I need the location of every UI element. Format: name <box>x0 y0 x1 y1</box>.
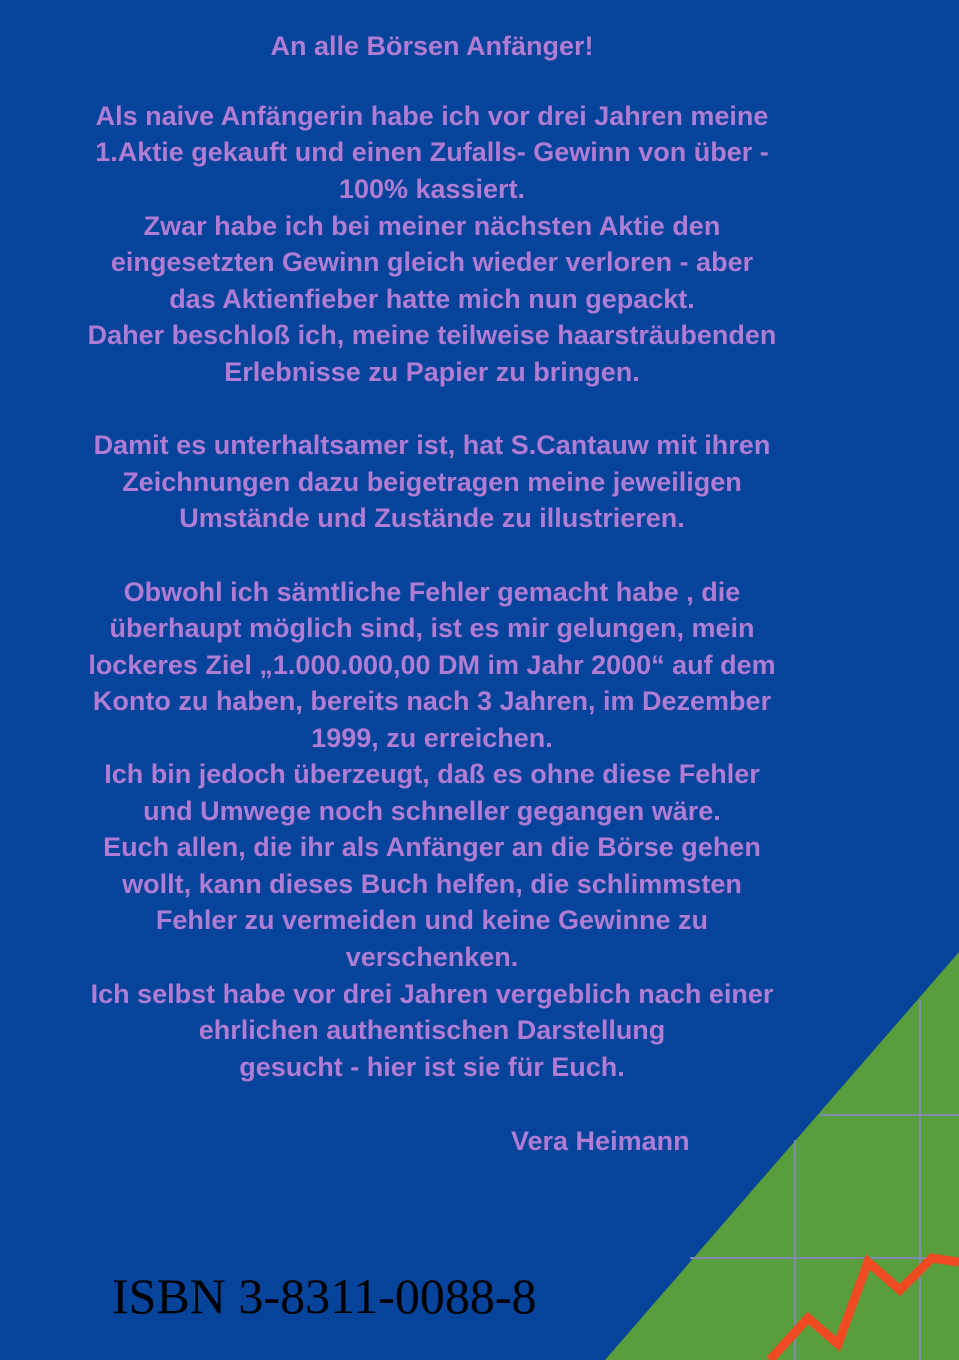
paragraph-line: Zeichnungen dazu beigetragen meine jeweiligen <box>122 467 742 497</box>
paragraph-line: lockeres Ziel „1.000.000,00 DM im Jahr 2000“ auf dem <box>88 650 776 680</box>
paragraph-line: Obwohl ich sämtliche Fehler gemacht habe , die <box>123 577 741 607</box>
paragraph-line: verschenken. <box>345 942 519 972</box>
paragraph-line: Euch allen, die ihr als Anfänger an die Börse gehen <box>103 832 761 862</box>
paragraph-line: Konto zu haben, bereits nach 3 Jahren, im Dezember <box>92 686 772 716</box>
paragraph-line: Ich selbst habe vor drei Jahren vergeblich nach einer <box>90 979 774 1009</box>
paragraph-line: eingesetzten Gewinn gleich wieder verloren - aber <box>110 247 754 277</box>
paragraph-line: und Umwege noch schneller gegangen wäre. <box>143 796 721 826</box>
paragraph-line: wollt, kann dieses Buch helfen, die schlimmsten <box>122 869 742 899</box>
paragraph-line: Daher beschloß ich, meine teilweise haarsträubenden <box>87 320 777 350</box>
paragraph-line: 1999, zu erreichen. <box>311 723 553 753</box>
paragraph-line: Erlebnisse zu Papier zu bringen. <box>224 357 640 387</box>
paragraph-line: das Aktienfieber hatte mich nun gepackt. <box>169 284 695 314</box>
paragraph-line: Umstände und Zustände zu illustrieren. <box>179 503 685 533</box>
isbn-number: ISBN 3-8311-0088-8 <box>112 1268 537 1324</box>
paragraph-line: Als naive Anfängerin habe ich vor drei Jahren meine <box>95 101 769 131</box>
author-signature: Vera Heimann <box>511 1126 690 1156</box>
paragraph-line: Zwar habe ich bei meiner nächsten Aktie den <box>143 211 721 241</box>
headline: An alle Börsen Anfänger! <box>270 31 594 61</box>
paragraph-line: 1.Aktie gekauft und einen Zufalls- Gewinn von über - <box>95 137 769 167</box>
paragraph-line: überhaupt möglich sind, ist es mir gelungen, mein <box>109 613 755 643</box>
paragraph-line: Ich bin jedoch überzeugt, daß es ohne diese Fehler <box>104 759 760 789</box>
paragraph-line: Damit es unterhaltsamer ist, hat S.Cantauw mit ihren <box>93 430 771 460</box>
paragraph-line: ehrlichen authentischen Darstellung <box>198 1015 666 1045</box>
paragraph-line: gesucht - hier ist sie für Euch. <box>239 1052 625 1082</box>
paragraph-line: Fehler zu vermeiden und keine Gewinne zu <box>155 905 709 935</box>
paragraph-line: 100% kassiert. <box>338 174 526 204</box>
